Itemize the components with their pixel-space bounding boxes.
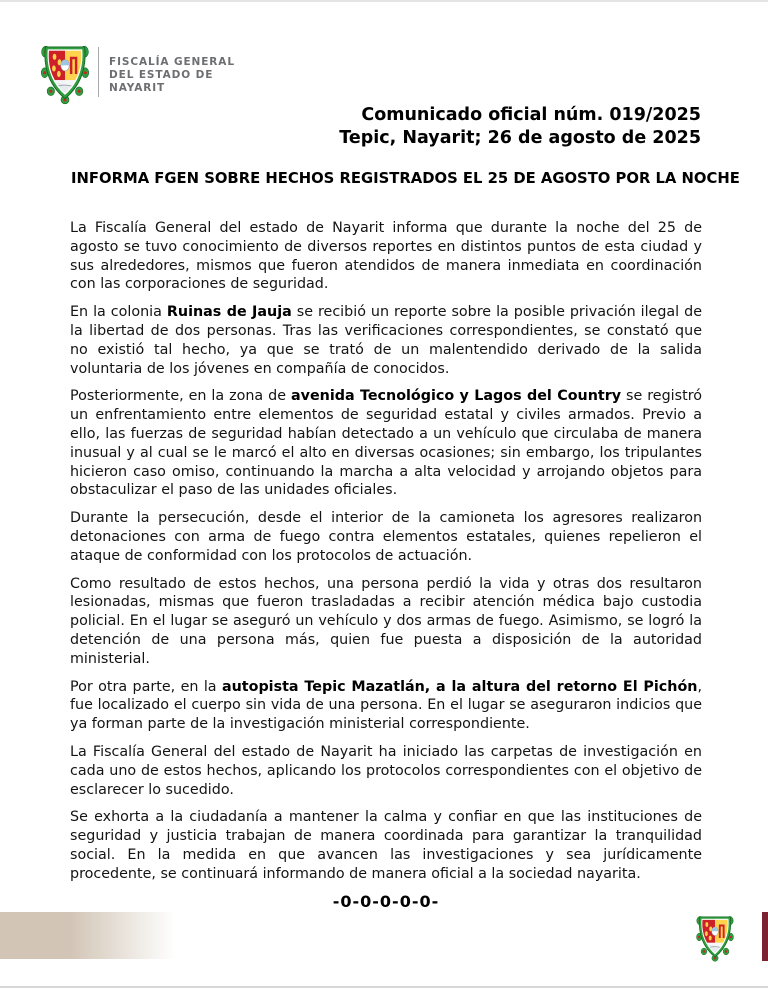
paragraph: Por otra parte, en la autopista Tepic Mazatlán, a la altura del retorno El Pichón, fue localizado el cuerpo sin vida de una persona. En el lugar se aseguraron indicios que ya forman parte de la investigación ministerial correspondiente. — [70, 678, 703, 733]
comunicado-heading — [339, 104, 701, 150]
logo-org-line: DEL ESTADO DE — [109, 69, 214, 81]
logo-org-line: FISCALÍA GENERAL — [109, 56, 235, 68]
closing-mark: -0-0-0-0-0- — [332, 891, 440, 911]
logo-org-name — [109, 56, 235, 95]
paragraph: En la colonia Ruinas de Jauja se recibió un reporte sobre la posible privación ilegal de la libertad de dos personas. Tras las verificaciones correspondientes, se constató que no existió tal hecho, ya que se trató de un malentendido derivado de la salida voluntaria de los jóvenes en compañía de conocidos. — [70, 304, 702, 377]
comunicado-date: Tepic, Nayarit; 26 de agosto de 2025 — [339, 128, 701, 148]
nayarit-coat-of-arms-icon — [41, 43, 89, 105]
page-bottom-edge — [0, 986, 768, 988]
footer-gradient-bar — [0, 912, 175, 959]
page-top-edge — [0, 0, 768, 2]
logo-divider — [98, 47, 99, 97]
nayarit-coat-of-arms-icon — [692, 914, 738, 962]
body-paragraphs — [70, 219, 702, 884]
document-body — [70, 219, 702, 911]
footer-maroon-bar — [762, 912, 768, 961]
paragraph: Durante la persecución, desde el interior de la camioneta los agresores realizaron detonaciones con arma de fuego contra elementos estatales, quienes repelieron el ataque de conformidad con los protocolos de actuación. — [70, 510, 702, 564]
logo-org-line: NAYARIT — [109, 82, 166, 94]
paragraph: Se exhorta a la ciudadanía a mantener la calma y confiar en que las instituciones de seguridad y justicia trabajan de manera coordinada para garantizar la tranquilidad social. En la medida en que avancen las investigaciones y sea jurídicamente procedente, se continuará informando de manera oficial a la sociedad nayarita. — [70, 809, 702, 882]
paragraph: La Fiscalía General del estado de Nayarit informa que durante la noche del 25 de agosto se tuvo conocimiento de diversos reportes en distintos puntos de esta ciudad y sus alrededores, mismos que fueron atendidos de manera inmediata en coordinación con las corporaciones de seguridad. — [70, 220, 702, 293]
paragraph: Posteriormente, en la zona de avenida Tecnológico y Lagos del Country se registró un enfrentamiento entre elementos de seguridad estatal y civiles armados. Previo a ello, las fuerzas de seguridad habían detectado a un vehículo que circulaba de manera inusual y al cual se le marcó el alto en diversas ocasiones; sin embargo, los tripulantes hicieron caso omiso, continuando la marcha a alta velocidad y arrojando objetos para obstaculizar el paso de las unidades oficiales. — [70, 388, 703, 499]
document-title: INFORMA FGEN SOBRE HECHOS REGISTRADOS EL 25 DE AGOSTO POR LA NOCHE — [71, 170, 740, 187]
paragraph: Como resultado de estos hechos, una persona perdió la vida y otras dos resultaron lesionadas, mismas que fueron trasladadas a recibir atención médica bajo custodia policial. En el lugar se aseguró un vehículo y dos armas de fuego. Asimismo, se logró la detención de una persona más, quien fue puesta a disposición de la autoridad ministerial. — [70, 575, 702, 667]
fiscalia-logo — [41, 43, 235, 105]
comunicado-number: Comunicado oficial núm. 019/2025 — [361, 105, 701, 125]
paragraph: La Fiscalía General del estado de Nayarit ha iniciado las carpetas de investigación en cada uno de estos hechos, aplicando los protocolos correspondientes con el objetivo de esclarecer lo sucedido. — [70, 743, 702, 798]
